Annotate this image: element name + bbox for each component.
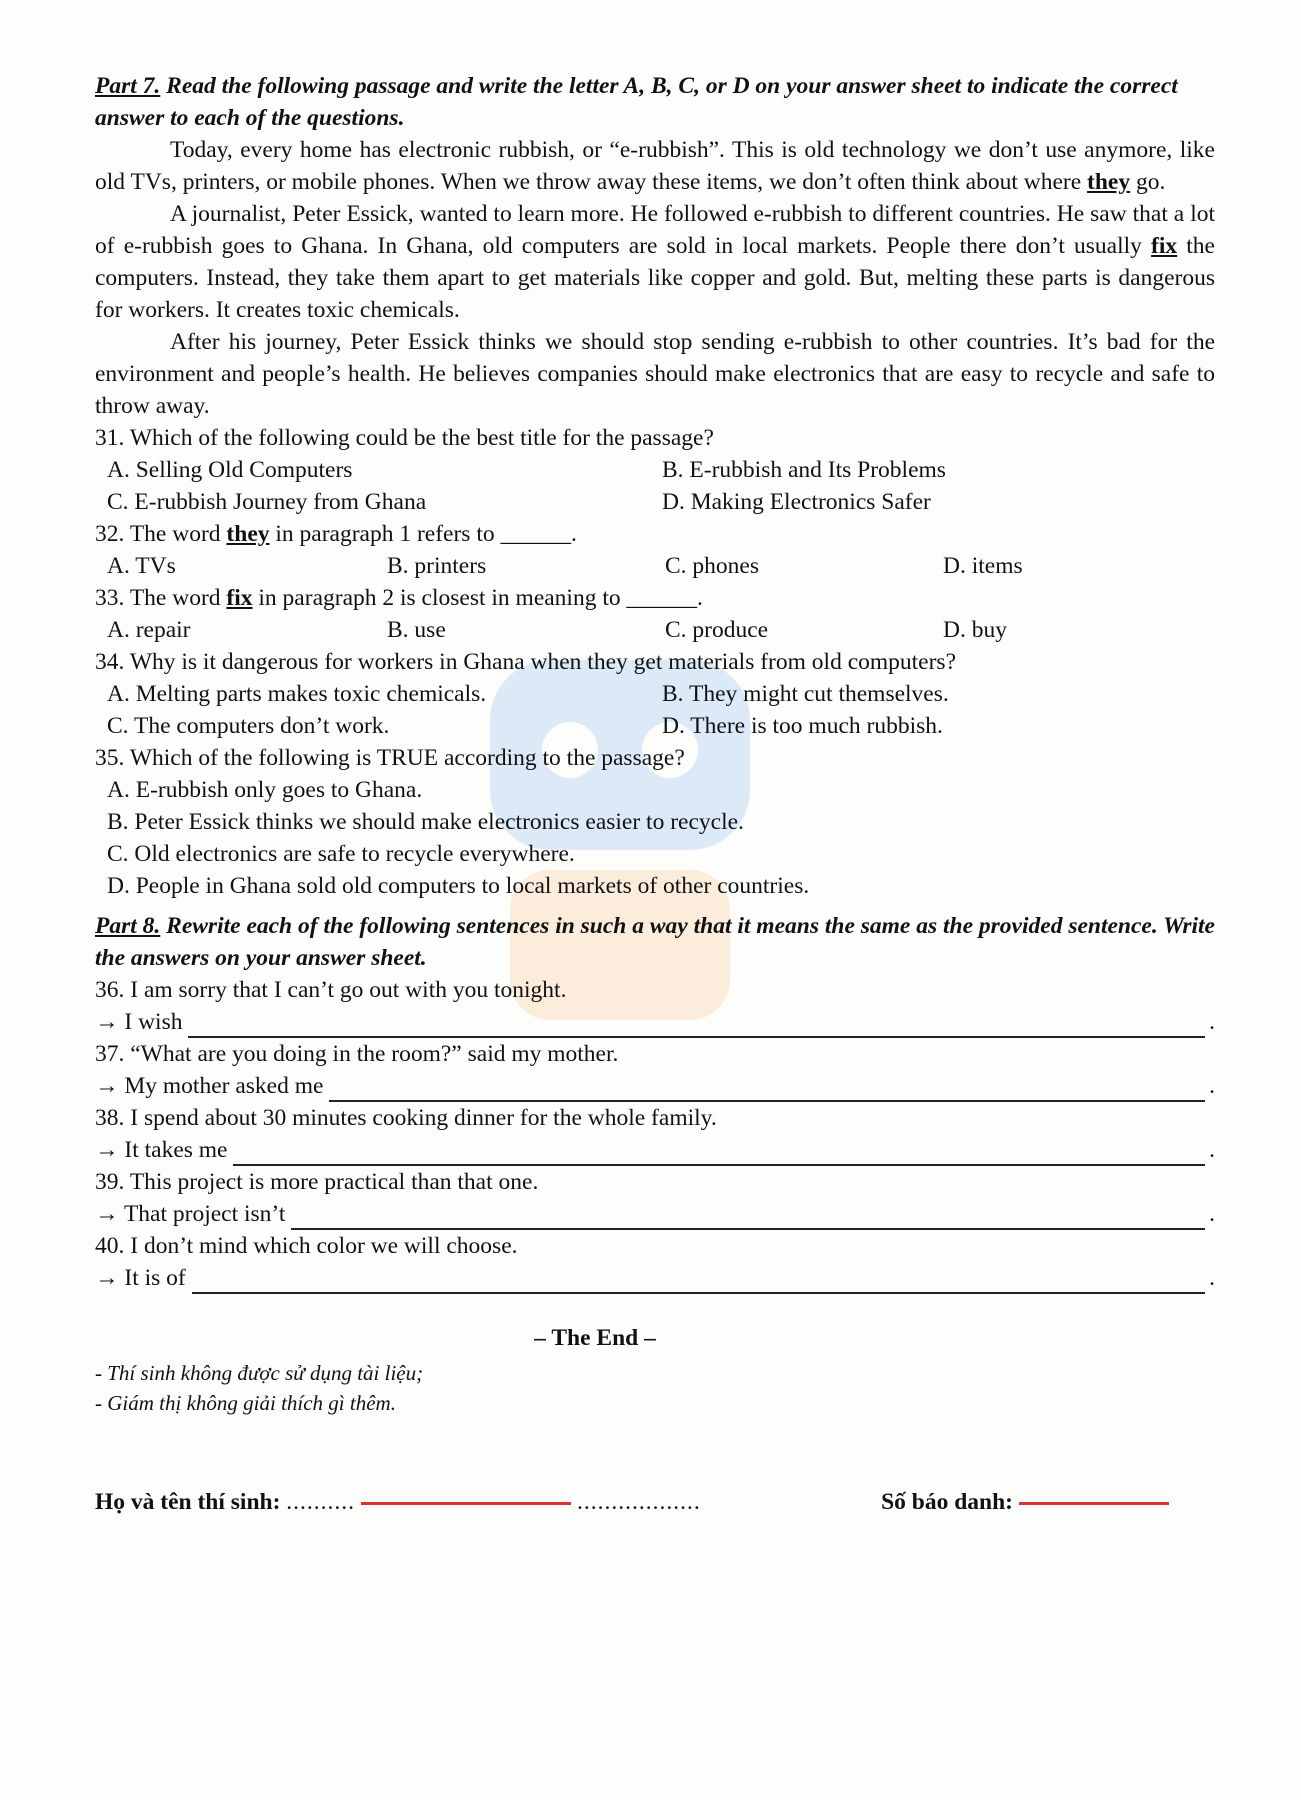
question-35: 35. Which of the following is TRUE according to the passage? — [95, 745, 685, 771]
note-2: - Giám thị không giải thích gì thêm. — [95, 1391, 396, 1415]
rewrite-38: 38. I spend about 30 minutes cooking dinner for the whole family. — [95, 1105, 717, 1131]
passage-paragraph-1 — [95, 134, 1215, 198]
p1-underlined-word: they — [1087, 169, 1131, 195]
option: C. The computers don’t work. — [107, 713, 390, 739]
p2-text-end: the computers. Instead, they take them apart to get materials like copper and gold. But, melting these parts is dangerous for workers. It creates toxic chemicals. — [95, 233, 1215, 323]
option: C. E-rubbish Journey from Ghana — [107, 489, 427, 515]
q33-word: fix — [226, 585, 253, 611]
candidate-name-field[interactable] — [95, 1486, 701, 1518]
candidate-id-field[interactable] — [881, 1486, 1175, 1518]
question-32-options — [107, 550, 1215, 582]
blank[interactable] — [188, 1016, 1205, 1038]
option: D. buy — [943, 617, 1007, 643]
option: D. There is too much rubbish. — [662, 713, 943, 739]
question-31-options — [107, 454, 1215, 518]
rewrite-37: 37. “What are you doing in the room?” said my mother. — [95, 1041, 619, 1067]
option: A. TVs — [107, 553, 176, 579]
option: A. E-rubbish only goes to Ghana. — [107, 777, 423, 803]
blank[interactable] — [192, 1272, 1205, 1294]
question-33-options — [107, 614, 1215, 646]
name-dots-2: .................. — [577, 1489, 701, 1515]
option: D. People in Ghana sold old computers to local markets of other countries. — [107, 873, 810, 899]
note-1: - Thí sinh không được sử dụng tài liệu; — [95, 1361, 424, 1385]
exam-notes — [95, 1358, 1215, 1418]
p1-text-end: go. — [1130, 169, 1166, 195]
part8-heading — [95, 910, 1215, 974]
option: D. items — [943, 553, 1023, 579]
q33-stem-end: in paragraph 2 is closest in meaning to ______. — [252, 585, 703, 611]
candidate-footer — [95, 1486, 1215, 1518]
rewrite-40: 40. I don’t mind which color we will choose. — [95, 1233, 518, 1259]
handwritten-mark — [1019, 1502, 1169, 1505]
the-end: – The End – — [534, 1325, 656, 1351]
blank[interactable] — [329, 1080, 1205, 1102]
p2-underlined-word: fix — [1151, 233, 1178, 259]
answer-line-38[interactable]: → It takes me . — [95, 1134, 1215, 1166]
option: C. phones — [665, 553, 759, 579]
passage-paragraph-3: After his journey, Peter Essick thinks we should stop sending e-rubbish to other countries. It’s bad for the environment and people’s health. He believes companies should make electronics that are easy to recycle and safe to throw away. — [95, 329, 1215, 419]
prompt: → That project isn’t — [95, 1201, 286, 1227]
option: A. repair — [107, 617, 191, 643]
answer-line-36[interactable]: → I wish . — [95, 1006, 1215, 1038]
q32-stem-end: in paragraph 1 refers to ______. — [269, 521, 577, 547]
option: B. E-rubbish and Its Problems — [662, 457, 946, 483]
option: B. use — [387, 617, 446, 643]
part8-instruction: Rewrite each of the following sentences in such a way that it means the same as the provided sentence. Write the answers on your answer sheet. — [95, 913, 1215, 971]
q33-stem: 33. The word — [95, 585, 227, 611]
rewrite-39: 39. This project is more practical than that one. — [95, 1169, 539, 1195]
prompt: → It takes me — [95, 1137, 228, 1163]
p2-text: A journalist, Peter Essick, wanted to learn more. He followed e-rubbish to different countries. He saw that a lot of e-rubbish goes to Ghana. In Ghana, old computers are sold in local markets. People there don’t usually — [95, 201, 1215, 259]
handwritten-mark — [361, 1502, 571, 1505]
q32-stem: 32. The word — [95, 521, 227, 547]
question-31: 31. Which of the following could be the best title for the passage? — [95, 425, 714, 451]
option: B. Peter Essick thinks we should make electronics easier to recycle. — [107, 809, 744, 835]
option: B. They might cut themselves. — [662, 681, 949, 707]
exam-page — [95, 70, 1215, 1518]
prompt: → My mother asked me — [95, 1073, 324, 1099]
option: A. Selling Old Computers — [107, 457, 353, 483]
part7-instruction: Read the following passage and write the letter A, B, C, or D on your answer sheet to indicate the correct answer to each of the questions. — [95, 73, 1178, 131]
option: D. Making Electronics Safer — [662, 489, 931, 515]
q32-word: they — [226, 521, 270, 547]
question-34-options — [107, 678, 1215, 742]
candidate-name-label: Họ và tên thí sinh: — [95, 1489, 281, 1515]
part7-heading — [95, 70, 1215, 134]
prompt: → It is of — [95, 1265, 186, 1291]
question-34: 34. Why is it dangerous for workers in Ghana when they get materials from old computers? — [95, 649, 957, 675]
option: C. produce — [665, 617, 769, 643]
question-35-options — [107, 774, 1215, 902]
question-33 — [95, 582, 1215, 614]
blank[interactable] — [291, 1208, 1205, 1230]
option: C. Old electronics are safe to recycle everywhere. — [107, 841, 575, 867]
name-dots: .......... — [286, 1489, 356, 1515]
candidate-id-label: Số báo danh: — [881, 1489, 1013, 1515]
blank[interactable] — [233, 1144, 1205, 1166]
answer-line-40[interactable]: → It is of . — [95, 1262, 1215, 1294]
part8-label: Part 8. — [95, 913, 161, 939]
p1-text: Today, every home has electronic rubbish, or “e-rubbish”. This is old technology we don’t use anymore, like old TVs, printers, or mobile phones. When we throw away these items, we don’t often think about where — [95, 137, 1215, 195]
prompt: → I wish — [95, 1009, 183, 1035]
question-32 — [95, 518, 1215, 550]
option: B. printers — [387, 553, 487, 579]
passage-paragraph-2 — [95, 198, 1215, 326]
answer-line-37[interactable]: → My mother asked me . — [95, 1070, 1215, 1102]
rewrite-36: 36. I am sorry that I can’t go out with you tonight. — [95, 977, 567, 1003]
option: A. Melting parts makes toxic chemicals. — [107, 681, 487, 707]
part7-label: Part 7. — [95, 73, 161, 99]
answer-line-39[interactable]: → That project isn’t . — [95, 1198, 1215, 1230]
